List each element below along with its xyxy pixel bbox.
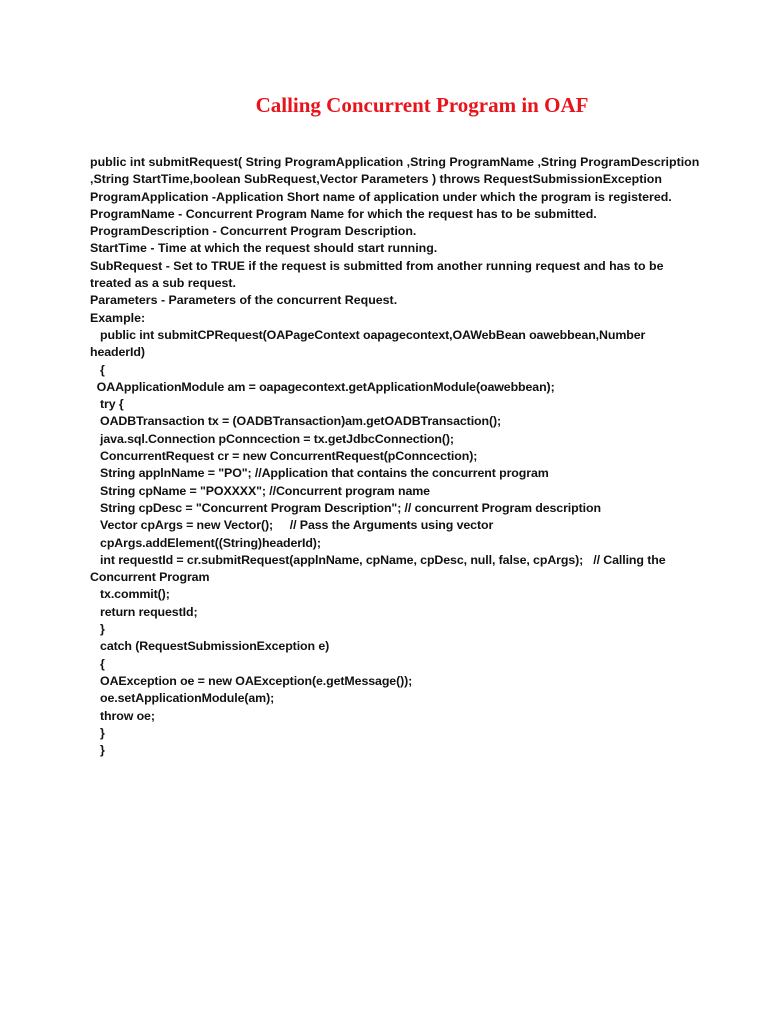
example-label: Example:	[90, 310, 146, 325]
parameter-description: - Concurrent Program Description.	[209, 224, 417, 239]
code-line: catch (RequestSubmissionException e)	[90, 639, 330, 654]
parameter-list	[90, 189, 680, 310]
document-title: Calling Concurrent Program in OAF	[255, 93, 589, 117]
code-line: throw oe;	[90, 708, 155, 723]
code-example	[90, 327, 680, 759]
code-line: Vector cpArgs = new Vector(); // Pass the Arguments using vector	[90, 518, 494, 533]
code-line: oe.setApplicationModule(am);	[90, 691, 275, 706]
code-line: tx.commit();	[90, 587, 170, 602]
code-line: return requestId;	[90, 604, 198, 619]
parameter-item	[90, 240, 680, 257]
parameter-item	[90, 258, 680, 275]
code-line: }	[90, 622, 105, 637]
parameter-description: - Time at which the request should start running.	[146, 241, 438, 256]
parameter-item	[90, 292, 680, 309]
parameter-description: - Concurrent Program Name for which the request has to be submitted.	[174, 206, 597, 221]
parameter-name: SubRequest	[90, 258, 163, 273]
code-line: String cpDesc = "Concurrent Program Description"; // concurrent Program description	[90, 500, 601, 515]
parameter-description: treated as a sub request.	[90, 276, 236, 291]
parameter-description: -Application Short name of application under which the program is registered.	[208, 189, 672, 204]
code-line: OAApplicationModule am = oapagecontext.getApplicationModule(oawebbean);	[90, 379, 555, 394]
signature-line: public int submitRequest( String ProgramApplication ,String ProgramName ,String ProgramDescription	[90, 155, 700, 169]
code-line: }	[90, 743, 105, 758]
parameter-name: Parameters	[90, 293, 158, 308]
parameter-description: - Parameters of the concurrent Request.	[157, 293, 398, 308]
parameter-item	[90, 275, 680, 292]
code-line: }	[90, 725, 105, 740]
code-line: String cpName = "POXXXX"; //Concurrent program name	[90, 483, 430, 498]
parameter-name: StartTime	[90, 241, 147, 256]
parameter-name: ProgramDescription	[90, 224, 210, 239]
code-line: {	[90, 656, 105, 671]
code-line: try {	[90, 397, 124, 412]
code-line: OAException oe = new OAException(e.getMessage());	[90, 673, 413, 688]
parameter-item	[90, 206, 680, 223]
code-line: OADBTransaction tx = (OADBTransaction)am.getOADBTransaction();	[90, 414, 502, 429]
parameter-item	[90, 223, 680, 240]
document-body	[90, 154, 700, 759]
code-line: cpArgs.addElement((String)headerId);	[90, 535, 321, 550]
parameter-name: ProgramName	[90, 206, 175, 221]
code-line: public int submitCPRequest(OAPageContext oapagecontext,OAWebBean oawebbean,Number	[90, 327, 646, 342]
parameter-item	[90, 189, 680, 206]
parameter-description: - Set to TRUE if the request is submitted from another running request and has to be	[162, 258, 664, 273]
code-line: Concurrent Program	[90, 570, 210, 585]
code-line: ConcurrentRequest cr = new ConcurrentRequest(pConncection);	[90, 449, 478, 464]
code-line: java.sql.Connection pConncection = tx.getJdbcConnection();	[90, 431, 454, 446]
code-line: int requestId = cr.submitRequest(applnName, cpName, cpDesc, null, false, cpArgs); // Calling the	[90, 552, 666, 567]
code-line: {	[90, 362, 105, 377]
signature-line: ,String StartTime,boolean SubRequest,Vector Parameters ) throws RequestSubmissionException	[90, 172, 662, 187]
code-line: headerId)	[90, 345, 145, 360]
code-line: String applnName = "PO"; //Application that contains the concurrent program	[90, 466, 549, 481]
parameter-name: ProgramApplication	[90, 189, 209, 204]
